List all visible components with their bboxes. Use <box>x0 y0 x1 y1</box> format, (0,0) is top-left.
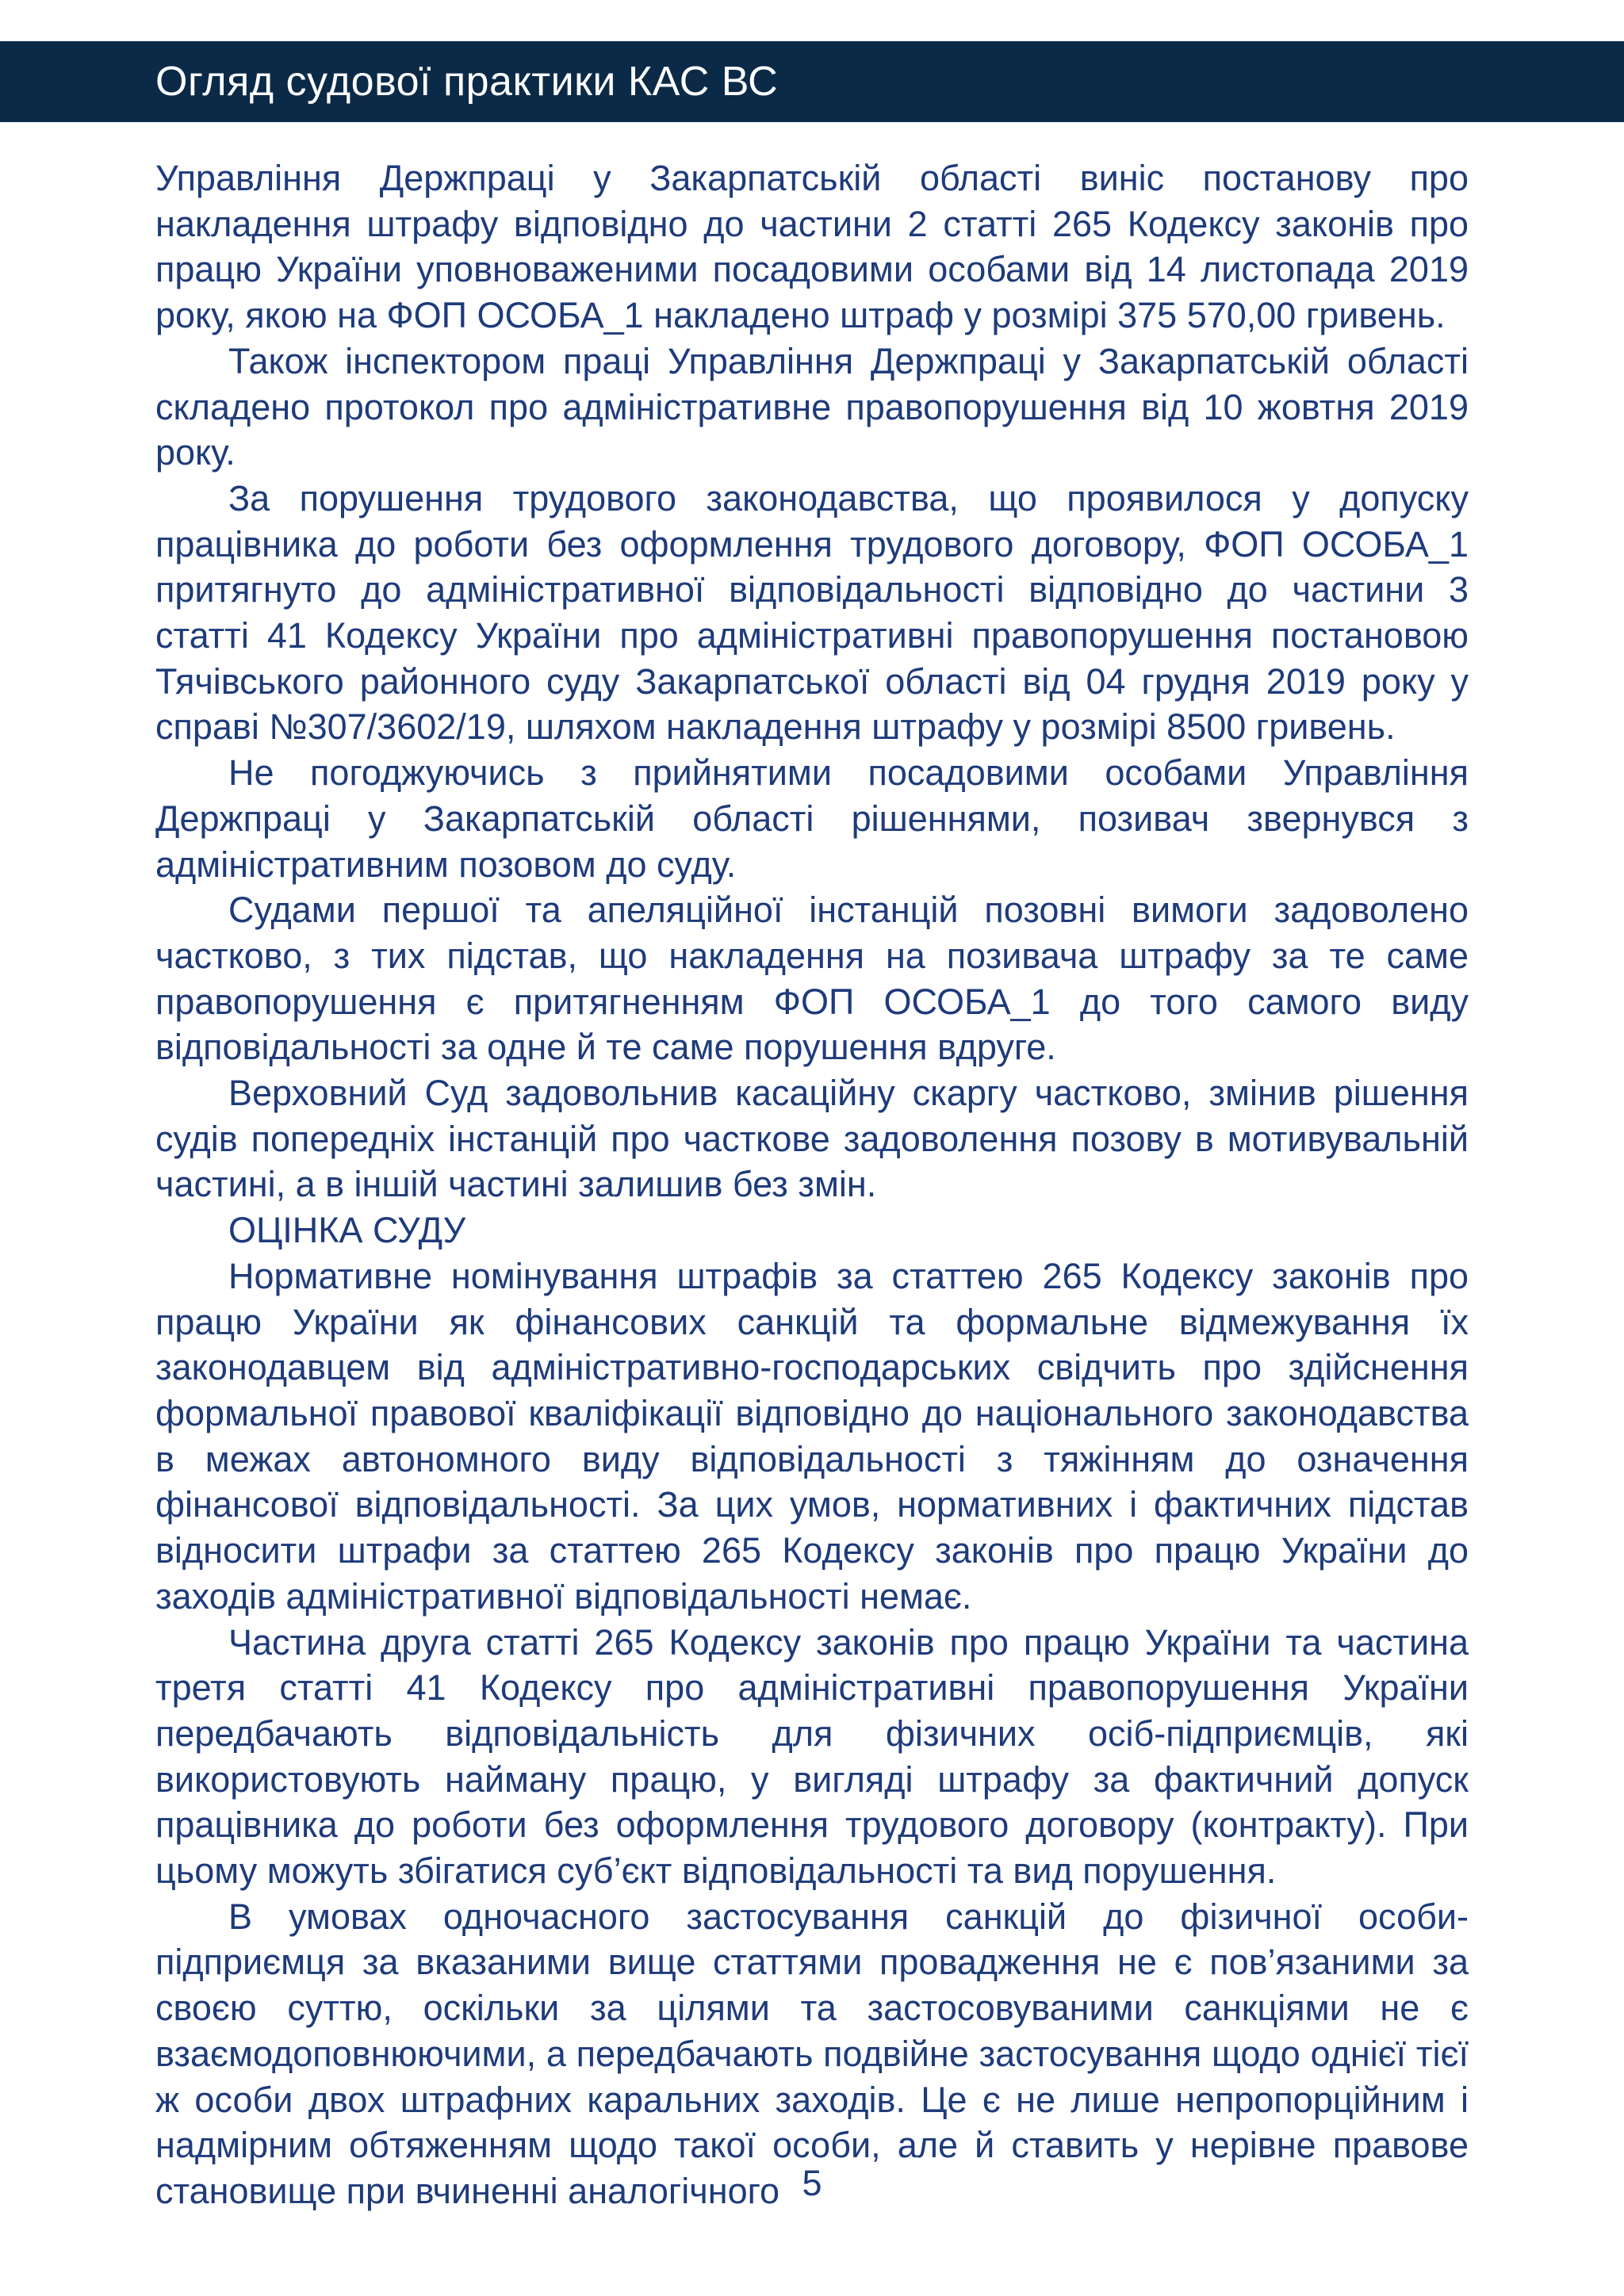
section-heading-court-assessment: ОЦІНКА СУДУ <box>228 1210 466 1251</box>
paragraph-9: В умовах одночасного застосування санкцій до фізичної особи-підприємця за вказаними вище статтями провадження не є пов’язаними за своєю суттю, оскільки за цілями та застосовуваними санкціями не є взаємодоповнюючими, а передбачають подвійне застосування щодо однієї тієї ж особи двох штрафних каральних заходів. Це є не лише непропорційним і надмірним обтяженням щодо такої особи, але й ставить у нерівне правове становище при вчиненні аналогічного <box>155 1896 1469 2211</box>
header-bar <box>0 41 1624 122</box>
paragraph-3: За порушення трудового законодавства, що проявилося у допуску працівника до роботи без оформлення трудового договору, ФОП ОСОБА_1 притягнуто до адміністративної відповідальності відповідно до частини 3 статті 41 Кодексу України про адміністративні правопорушення постановою Тячівського районного суду Закарпатської області від 04 грудня 2019 року у справі №307/3602/19, шляхом накладення штрафу у розмірі 8500 гривень. <box>155 477 1469 748</box>
paragraph-7: Нормативне номінування штрафів за статтею 265 Кодексу законів про працю України як фінансових санкцій та формальне відмежування їх законодавцем від адміністративно-господарських свідчить про здійснення формальної правової кваліфікації відповідно до національного законодавства в межах автономного виду відповідальності з тяжінням до означення фінансової відповідальності. За цих умов, нормативних і фактичних підстав відносити штрафи за статтею 265 Кодексу законів про працю України до заходів адміністративної відповідальності немає. <box>155 1255 1469 1617</box>
paragraph-8: Частина друга статті 265 Кодексу законів про працю України та частина третя статті 41 Кодексу про адміністративні правопорушення України передбачають відповідальність для фізичних осіб-підприємців, які використовують найману працю, у вигляді штрафу за фактичний допуск працівника до роботи без оформлення трудового договору (контракту). При цьому можуть збігатися суб’єкт відповідальності та вид порушення. <box>155 1621 1469 1892</box>
page-header-title: Огляд судової практики КАС ВС <box>155 59 779 105</box>
document-body <box>155 155 1469 2214</box>
page-number: 5 <box>802 2163 822 2203</box>
paragraph-2: Також інспектором праці Управління Держпраці у Закарпатській області складено протокол про адміністративне правопорушення від 10 жовтня 2019 року. <box>155 340 1469 473</box>
paragraph-4: Не погоджуючись з прийнятими посадовими особами Управління Держпраці у Закарпатській області рішеннями, позивач звернувся з адміністративним позовом до суду. <box>155 752 1469 885</box>
paragraph-5: Судами першої та апеляційної інстанцій позовні вимоги задоволено частково, з тих підстав, що накладення на позивача штрафу за те саме правопорушення є притягненням ФОП ОСОБА_1 до того самого виду відповідальності за одне й те саме порушення вдруге. <box>155 890 1469 1068</box>
paragraph-1: Управління Держпраці у Закарпатській області виніс постанову про накладення штрафу відповідно до частини 2 статті 265 Кодексу законів про працю України уповноваженими посадовими особами від 14 листопада 2019 року, якою на ФОП ОСОБА_1 накладено штраф у розмірі 375 570,00 гривень. <box>155 158 1469 336</box>
paragraph-6: Верховний Суд задовольнив касаційну скаргу частково, змінив рішення судів попередніх інстанцій про часткове задоволення позову в мотивувальній частині, а в іншій частині залишив без змін. <box>155 1073 1469 1205</box>
